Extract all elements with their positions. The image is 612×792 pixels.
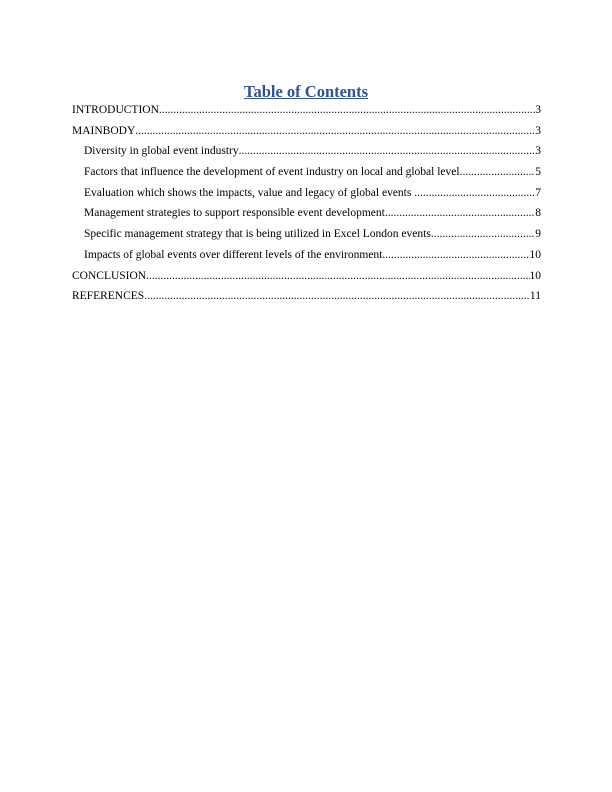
toc-entry-label: INTRODUCTION: [72, 104, 159, 116]
toc-entry-page: 3: [535, 104, 541, 116]
toc-entry-management-strategies[interactable]: [72, 205, 541, 226]
toc-dot-leader: [239, 143, 536, 159]
toc-dot-leader: [431, 226, 535, 242]
toc-dot-leader: [414, 185, 535, 201]
toc-entry-page: 10: [529, 248, 541, 261]
toc-entry-label: Diversity in global event industry: [84, 145, 239, 158]
toc-title: Table of Contents: [243, 82, 369, 101]
toc-entry-page: 8: [535, 207, 541, 220]
toc-entry-page: 9: [535, 228, 541, 241]
toc-entry-label: Evaluation which shows the impacts, value and legacy of global events: [84, 186, 415, 199]
toc-entry-specific-strategy[interactable]: [72, 226, 541, 247]
toc-dot-leader: [144, 288, 530, 304]
toc-entry-page: 7: [535, 186, 541, 199]
toc-entry-diversity[interactable]: [72, 143, 541, 164]
toc-entry-label: Factors that influence the development of event industry on local and global level: [84, 166, 460, 179]
toc-entry-label: MAINBODY: [72, 124, 136, 137]
toc-entry-page: 3: [535, 145, 541, 158]
toc-entry-factors[interactable]: [72, 164, 541, 185]
toc-dot-leader: [135, 123, 535, 139]
toc-dot-leader: [159, 102, 535, 118]
toc-dot-leader: [146, 268, 529, 284]
toc-dot-leader: [382, 247, 529, 263]
toc-entry-page: 3: [535, 124, 541, 137]
toc-entry-evaluation[interactable]: [72, 185, 541, 206]
toc-dot-leader: [460, 164, 536, 180]
toc-dot-leader: [385, 205, 535, 221]
toc-entry-label: Specific management strategy that is being utilized in Excel London events: [84, 228, 431, 241]
toc-list: [72, 102, 541, 309]
toc-entry-label: REFERENCES: [72, 290, 145, 303]
toc-entry-impacts[interactable]: [72, 247, 541, 268]
toc-entry-page: 11: [529, 290, 541, 303]
toc-entry-page: 10: [529, 269, 541, 282]
toc-entry-label: Management strategies to support responsible event development: [84, 207, 385, 220]
toc-entry-page: 5: [535, 166, 541, 179]
toc-entry-references[interactable]: [72, 288, 541, 309]
toc-entry-label: Impacts of global events over different levels of the environment: [84, 248, 383, 261]
toc-entry-label: CONCLUSION: [72, 269, 147, 282]
toc-entry-introduction[interactable]: [72, 102, 541, 123]
toc-entry-conclusion[interactable]: [72, 268, 541, 289]
toc-entry-mainbody[interactable]: [72, 123, 541, 144]
